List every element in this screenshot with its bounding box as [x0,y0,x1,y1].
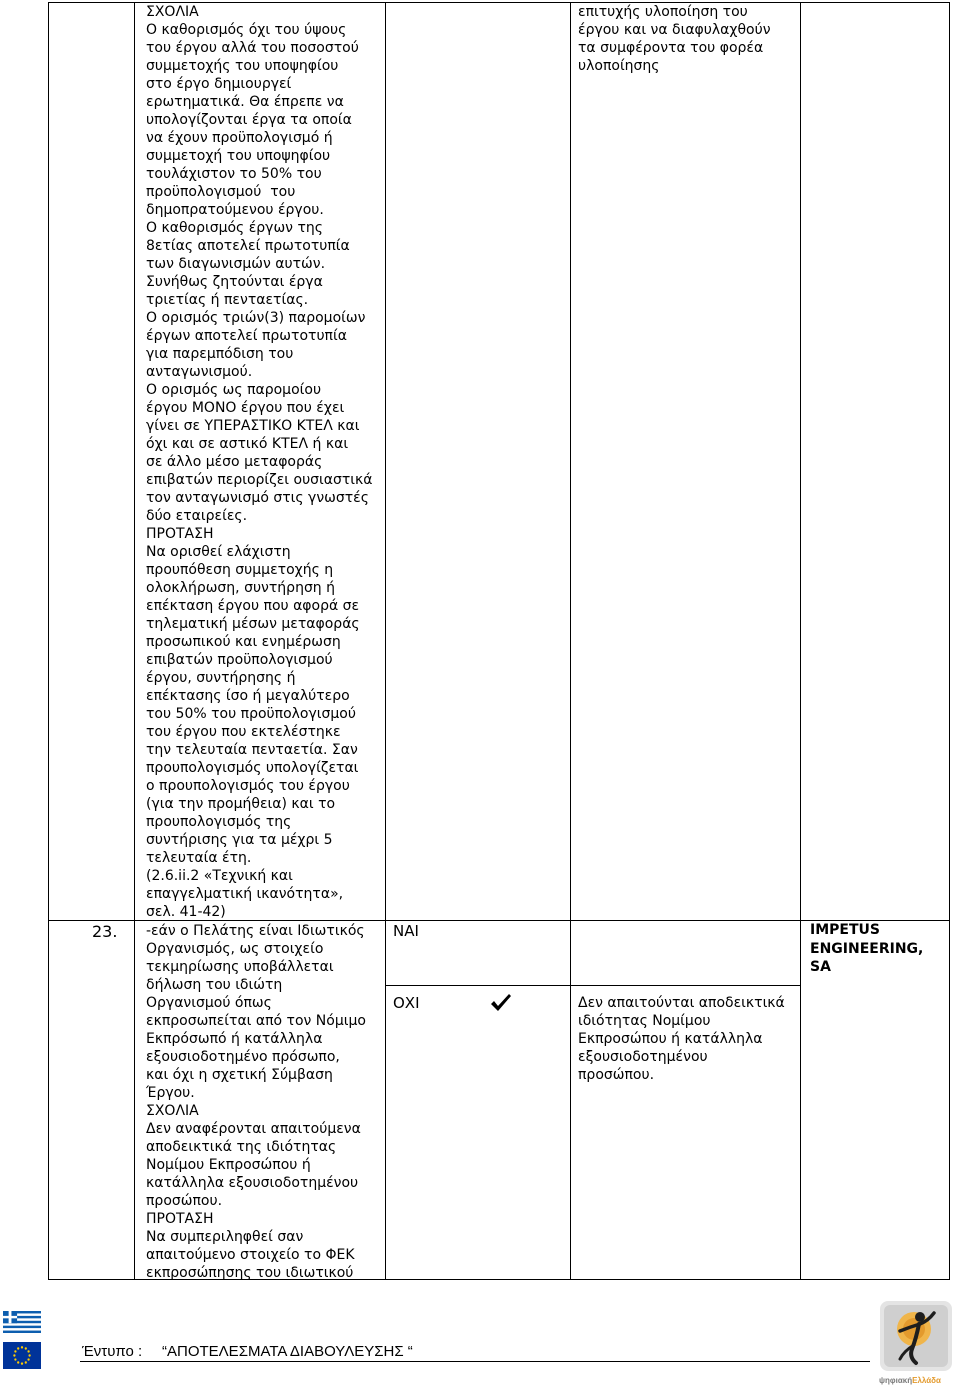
comment-line: ΣΧΟΛΙΑ [146,4,199,20]
comment-line: υπολογίζονται έργα τα οποία [146,112,352,128]
greek-flag-icon [3,1311,41,1333]
comment-line: δήλωση του ιδιώτη [146,977,283,993]
comment-line: και όχι η σχετική Σύμβαση [146,1067,333,1083]
comment-line: στο έργο δημιουργεί [146,76,292,92]
comment-line: (2.6.ii.2 «Τεχνική και [146,868,293,884]
comment-line: συμμετοχής του υποψηφίου [146,58,339,74]
comment-line: Ο καθορισμός όχι του ύψους [146,22,347,38]
comment-line: Έργου. [146,1085,195,1101]
comment-line: επιβατών περιορίζει ουσιαστικά [146,472,373,488]
comment-line: Να ορισθεί ελάχιστη [146,544,291,560]
column-divider [800,2,801,1280]
comment-line: των διαγωνισμών αυτών. [146,256,326,272]
justification-line: επιτυχής υλοποίηση του [578,4,748,20]
justification-line: Εκπροσώπου ή κατάλληλα [578,1031,763,1047]
comment-line: τηλεματική μέσων μεταφοράς [146,616,360,632]
option-no-label: ΟΧΙ [393,994,420,1012]
comment-line: κατάλληλα εξουσιοδοτημένου [146,1175,359,1191]
justification-line: έργου και να διαφυλαχθούν [578,22,771,38]
comment-line: συντήρισης για τα μέχρι 5 [146,832,333,848]
comment-line: τριετίας ή πενταετίας. [146,292,309,308]
comment-line: την τελευταία πενταετία. Σαν [146,742,358,758]
form-label: Έντυπο : [82,1343,143,1360]
comment-line: γίνει σε ΥΠΕΡΑΣΤΙΚΟ ΚΤΕΛ και [146,418,360,434]
comment-line: Να συμπεριληφθεί σαν [146,1229,304,1245]
comment-line: προϋπολογισμού του [146,184,296,200]
comment-line: Οργανισμού όπως [146,995,272,1011]
comment-line: δημοπρατούμενου έργου. [146,202,324,218]
justification-line: προσώπου. [578,1067,655,1083]
comment-line: προυπολογισμός της [146,814,292,830]
comment-line: επέκτασης ίσο ή μεγαλύτερο [146,688,350,704]
comment-line: τον ανταγωνισμό στις γνωστές [146,490,369,506]
comment-line: απαιτούμενο στοιχείο το ΦΕΚ [146,1247,355,1263]
comment-line: -εάν ο Πελάτης είναι Ιδιωτικός [146,923,365,939]
comment-line: Εκπρόσωπό ή κατάλληλα [146,1031,323,1047]
comment-line: ΠΡΟΤΑΣΗ [146,1211,214,1227]
comment-line: ολοκλήρωση, συντήρηση ή [146,580,336,596]
comment-line: Οργανισμός, ως στοιχείο [146,941,324,957]
comment-line: σελ. 41-42) [146,904,226,920]
column-divider [385,2,386,1280]
organization-line: IMPETUS [810,922,880,938]
comment-line: ΠΡΟΤΑΣΗ [146,526,214,542]
justification-line: εξουσιοδοτημένου [578,1049,708,1065]
comment-line: ανταγωνισμού. [146,364,253,380]
comment-line: τεκμηρίωσης υποβάλλεται [146,959,334,975]
column-divider [134,2,135,1280]
row-number: 23. [92,922,118,941]
comment-line: Δεν αναφέρονται απαιτούμενα [146,1121,361,1137]
comment-line: (για την προμήθεια) και το [146,796,336,812]
comment-line: έργων αποτελεί πρωτοτυπία [146,328,347,344]
organization-line: SA [810,959,831,975]
logo-wordmark [879,1376,941,1386]
justification-cell [578,3,771,75]
comment-line: επαγγελματική ικανότητα», [146,886,344,902]
digital-greece-logo-icon [876,1297,956,1375]
comment-line: επιβατών προϋπολογισμού [146,652,333,668]
justification-cell [578,994,785,1084]
comment-line: για παρεμπόδιση του [146,346,294,362]
eu-flag-icon [3,1342,41,1369]
comment-line: Ο ορισμός ως παρομοίου [146,382,322,398]
comment-line: εκπροσωπείται από τον Νόμιμο [146,1013,366,1029]
comment-cell [146,3,373,921]
comment-line: έργου, συντήρησης ή [146,670,296,686]
check-mark-icon [489,993,513,1013]
comment-line: προυπολογισμός υπολογίζεται [146,760,359,776]
comment-line: 8ετίας αποτελεί πρωτοτυπία [146,238,350,254]
justification-line: υλοποίησης [578,58,660,74]
comment-line: δύο εταιρείες. [146,508,248,524]
option-row-divider [385,985,800,986]
comment-line: προυπόθεση συμμετοχής η [146,562,334,578]
comment-line: προσώπου. [146,1193,223,1209]
comment-line: σε άλλο μέσο μεταφοράς [146,454,323,470]
comment-line: όχι και σε αστικό ΚΤΕΛ ή και [146,436,349,452]
comment-line: Ο καθορισμός έργων της [146,220,323,236]
comment-line: τουλάχιστον το 50% του [146,166,322,182]
logo-word-1: ψηφιακή [879,1376,913,1385]
justification-line: Δεν απαιτούνται αποδεικτικά [578,995,785,1011]
comment-line: Νομίμου Εκπροσώπου ή [146,1157,311,1173]
comment-line: Ο ορισμός τριών(3) παρομοίων [146,310,366,326]
comment-line: του έργου αλλά του ποσοστού [146,40,359,56]
option-yes-label: ΝΑΙ [393,922,419,940]
comment-line: αποδεικτικά της ιδιότητας [146,1139,337,1155]
column-divider [570,2,571,1280]
comment-line: να έχουν προϋπολογισμό ή [146,130,333,146]
comment-line: εκπροσώπησης του ιδιωτικού [146,1265,354,1281]
justification-line: τα συμφέροντα του φορέα [578,40,764,56]
comment-line: του έργου που εκτελέστηκε [146,724,341,740]
comment-line: επέκταση έργου που αφορά σε [146,598,360,614]
comment-line: ΣΧΟΛΙΑ [146,1103,199,1119]
comment-line: εξουσιοδοτημένο πρόσωπο, [146,1049,340,1065]
comment-line: του 50% του προϋπολογισμού [146,706,356,722]
organization-line: ENGINEERING, [810,940,924,957]
comment-line: έργου ΜΟΝΟ έργου που έχει [146,400,345,416]
comment-line: προσωπικού και ενημέρωση [146,634,341,650]
comment-line: ερωτηματικά. Θα έπρεπε να [146,94,344,110]
footer-rule [80,1361,870,1362]
comment-line: συμμετοχή του υποψηφίου [146,148,331,164]
comment-line: ο προυπολογισμός του έργου [146,778,350,794]
comment-cell [146,922,366,1282]
organization-cell [810,921,923,977]
comment-line: Συνήθως ζητούνται έργα [146,274,323,290]
justification-line: ιδιότητας Νομίμου [578,1013,711,1029]
logo-word-2: Ελλάδα [912,1376,941,1385]
form-title: “ΑΠΟΤΕΛΕΣΜΑΤΑ ΔΙΑΒΟΥΛΕΥΣΗΣ “ [162,1343,413,1360]
comment-line: τελευταία έτη. [146,850,252,866]
